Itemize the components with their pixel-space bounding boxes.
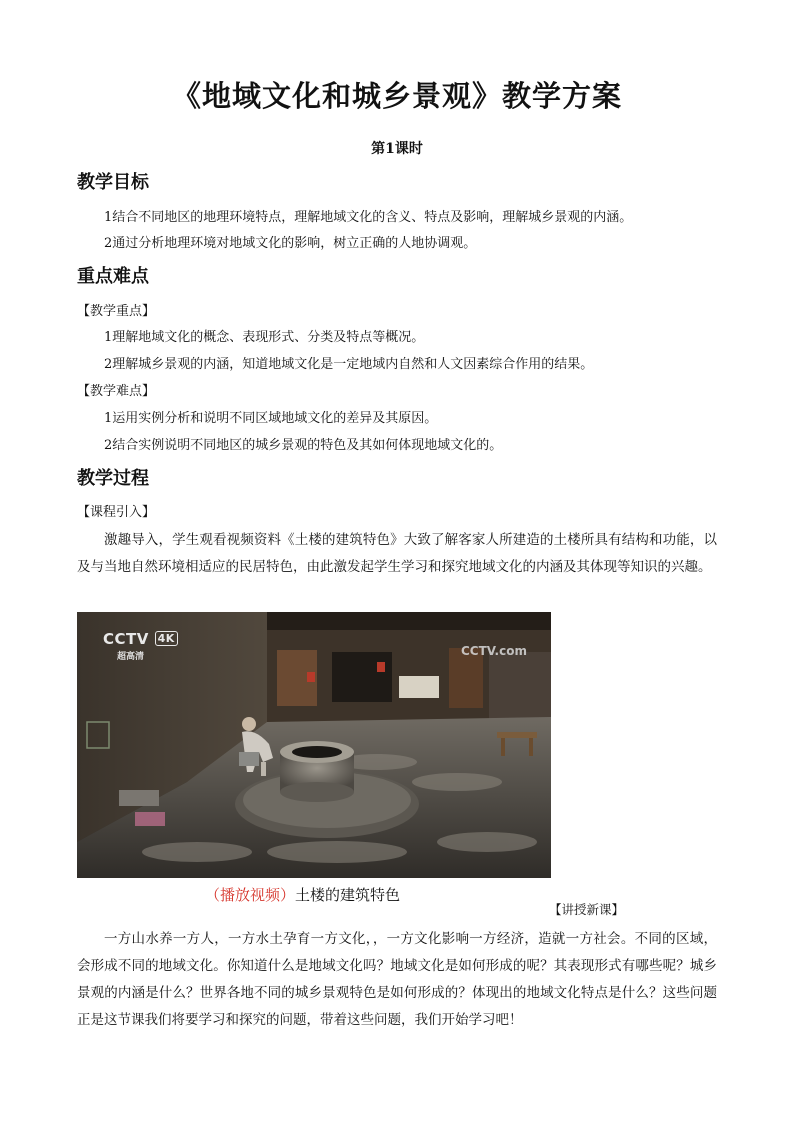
heading-process: 教学过程 (77, 468, 149, 489)
objective-item: 1结合不同地区的地理环境特点，理解地域文化的含义、特点及影响，理解城乡景观的内涵。 (104, 210, 633, 225)
label-focus: 【教学重点】 (77, 304, 156, 319)
uhd-label: 超高清 (117, 652, 145, 662)
video-still[interactable] (77, 612, 551, 878)
difficulty-item: 2结合实例说明不同地区的城乡景观的特色及其如何体现地域文化的。 (104, 438, 503, 453)
label-intro: 【课程引入】 (77, 505, 156, 520)
4k-badge: 4K (155, 631, 178, 646)
focus-item: 2理解城乡景观的内涵，知道地域文化是一定地域内自然和人文因素综合作用的结果。 (104, 357, 594, 372)
heading-keypoints: 重点难点 (77, 266, 149, 287)
document-title: 《地域文化和城乡景观》教学方案 (171, 79, 622, 113)
label-new-lesson: 【讲授新课】 (549, 902, 625, 917)
play-video-link[interactable]: （播放视频） (205, 886, 296, 904)
intro-paragraph: 激趣导入，学生观看视频资料《土楼的建筑特色》大致了解客家人所建造的土楼所具有结构和功能，以及与当地自然环境相适应的民居特色，由此激发起学生学习和探究地域文化的内涵及其体现等知识的兴趣。 (77, 532, 717, 575)
objective-item: 2通过分析地理环境对地域文化的影响，树立正确的人地协调观。 (104, 236, 477, 251)
caption-text: 土楼的建筑特色 (295, 886, 401, 904)
cctv4k-logo (103, 630, 178, 648)
new-lesson-paragraph: 一方山水养一方人，一方水土孕育一方文化，，一方文化影响一方经济，造就一方社会。不同的区域，会形成不同的地域文化。你知道什么是地域文化吗？地域文化是如何形成的呢？其表现形式有哪些呢？城乡景观的内涵是什么？世界各地不同的城乡景观特色是如何形成的？体现出的地域文化特点是什么？这些问题正是这节课我们将要学习和探究的问题，带着这些问题，我们开始学习吧！ (77, 931, 717, 1028)
label-difficulty: 【教学难点】 (77, 384, 156, 399)
heading-objectives: 教学目标 (77, 172, 149, 193)
cctv-com-watermark: CCTV.com (461, 644, 527, 658)
focus-item: 1理解地域文化的概念、表现形式、分类及特点等概况。 (104, 330, 425, 345)
video-caption (205, 884, 400, 906)
difficulty-item: 1运用实例分析和说明不同区域地域文化的差异及其原因。 (104, 411, 438, 426)
lesson-number: 第1课时 (371, 141, 423, 157)
cctv-logo-text: CCTV (103, 630, 149, 648)
